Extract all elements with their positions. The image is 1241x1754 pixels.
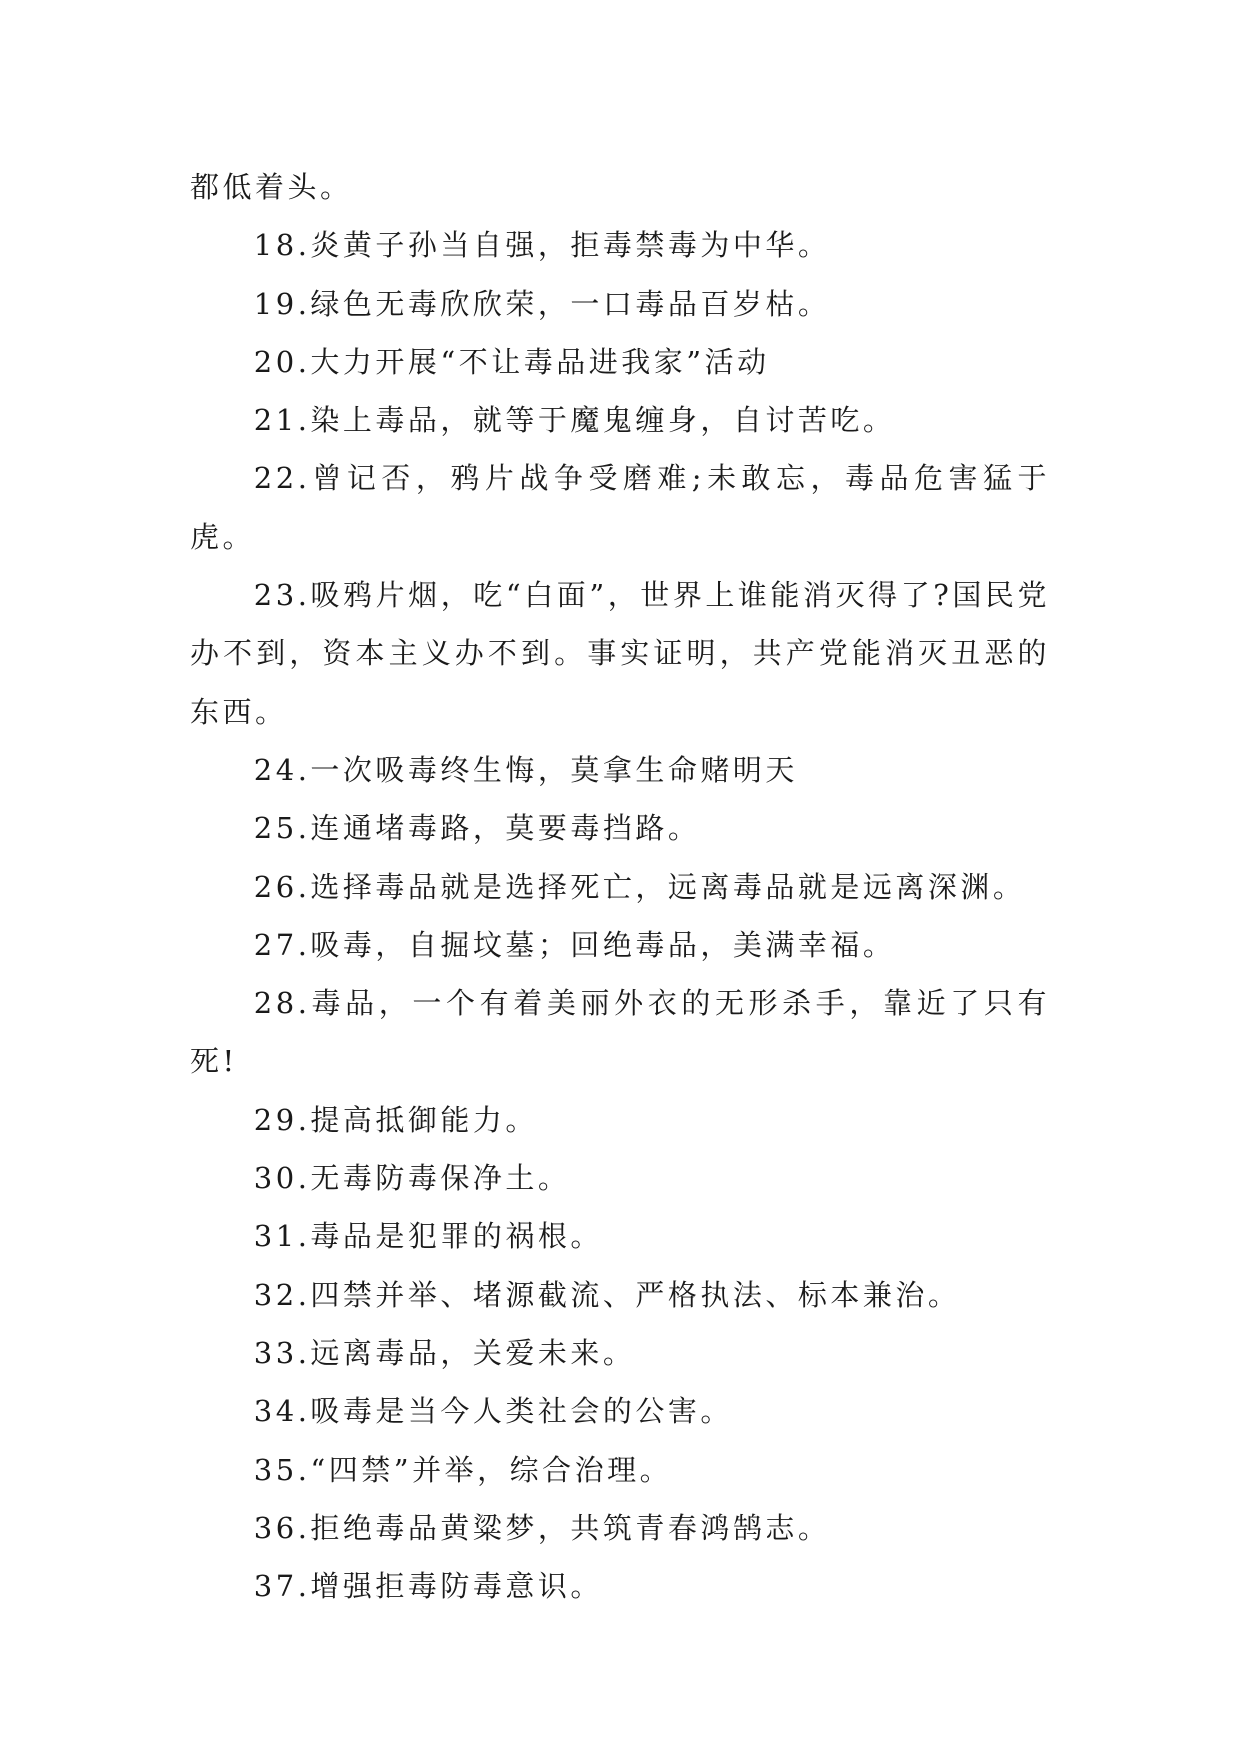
slogan-19: 19.绿色无毒欣欣荣，一口毒品百岁枯。 xyxy=(253,286,831,321)
slogan-24: 24.一次吸毒终生悔，莫拿生命赌明天 xyxy=(253,752,798,787)
slogan-20: 20.大力开展“不让毒品进我家”活动 xyxy=(253,344,770,379)
slogan-21: 21.染上毒品，就等于魔鬼缠身，自讨苦吃。 xyxy=(253,403,896,438)
slogan-36: 36.拒绝毒品黄粱梦，共筑青春鸿鹄志。 xyxy=(253,1510,831,1545)
paragraph-continuation: 都低着头。 xyxy=(190,170,353,204)
slogan-32: 32.四禁并举、堵源截流、严格执法、标本兼治。 xyxy=(253,1277,961,1312)
slogan-34: 34.吸毒是当今人类社会的公害。 xyxy=(253,1394,733,1429)
slogan-37: 37.增强拒毒防毒意识。 xyxy=(253,1569,603,1604)
slogan-31: 31.毒品是犯罪的祸根。 xyxy=(253,1219,603,1254)
slogan-29: 29.提高抵御能力。 xyxy=(253,1102,538,1137)
slogan-23: 23.吸鸦片烟，吃“白面”，世界上谁能消灭得了?国民党办不到，资本主义办不到。事实证明，共产党能消灭丑恶的东西。 xyxy=(190,578,1050,729)
slogan-28: 28.毒品，一个有着美丽外衣的无形杀手，靠近了只有死! xyxy=(190,986,1050,1079)
slogan-30: 30.无毒防毒保净土。 xyxy=(253,1161,571,1196)
slogan-18: 18.炎黄子孙当自强，拒毒禁毒为中华。 xyxy=(253,228,831,263)
slogan-25: 25.连通堵毒路，莫要毒挡路。 xyxy=(253,811,701,846)
slogan-35: 35.“四禁”并举，综合治理。 xyxy=(253,1452,673,1487)
slogan-26: 26.选择毒品就是选择死亡，远离毒品就是远离深渊。 xyxy=(253,869,1026,904)
slogan-22: 22.曾记否，鸦片战争受磨难;未敢忘，毒品危害猛于虎。 xyxy=(190,461,1050,554)
document-body xyxy=(190,158,1050,1615)
slogan-33: 33.远离毒品，关爱未来。 xyxy=(253,1335,636,1370)
slogan-27: 27.吸毒，自掘坟墓；回绝毒品，美满幸福。 xyxy=(253,927,896,962)
